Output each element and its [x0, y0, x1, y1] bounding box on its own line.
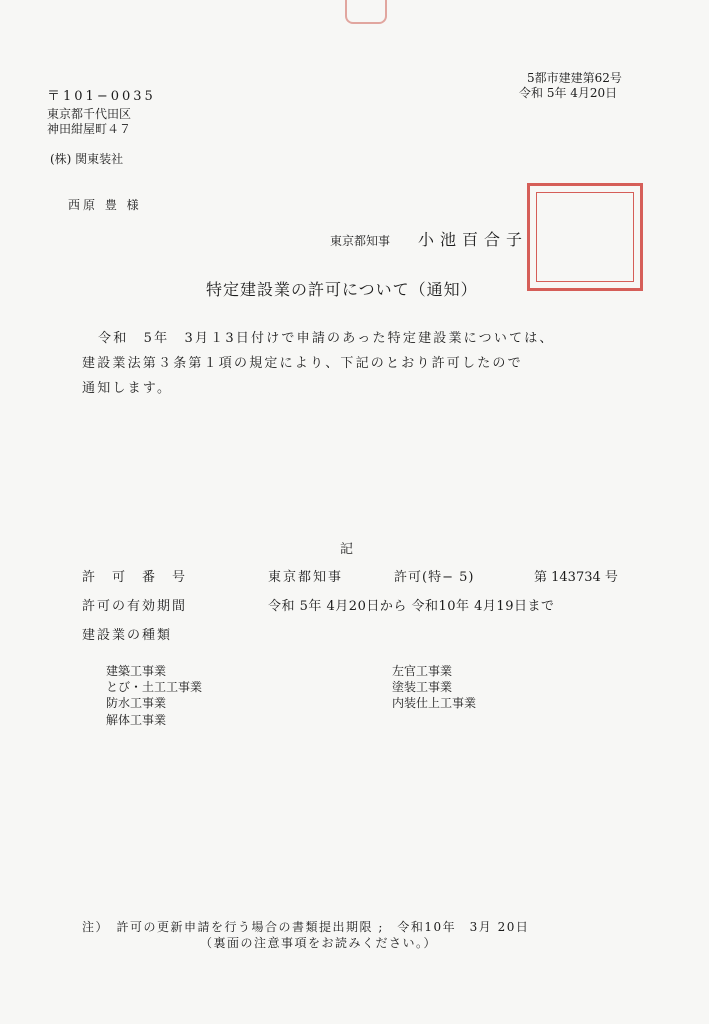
address-line1: 東京都千代田区: [47, 107, 132, 121]
construction-type-right-2: 塗装工事業: [392, 680, 453, 694]
construction-type-left-4: 解体工事業: [106, 713, 167, 727]
official-seal-border: [536, 192, 634, 282]
subject-title: 特定建設業の許可について（通知）: [206, 280, 478, 299]
permit-period-value: 令和 5年 4月20日から 令和10年 4月19日まで: [268, 599, 555, 614]
recipient-name: 西原 豊 様: [68, 198, 142, 212]
address-line2: 神田紺屋町４７: [47, 122, 132, 136]
postal-code: 〒101−0035: [47, 89, 156, 104]
permit-number-authority: 東京都知事: [268, 570, 344, 585]
permit-period-label: 許可の有効期間: [82, 599, 188, 614]
ki-heading: 記: [340, 542, 354, 557]
document-number: 5都市建建第62号: [527, 71, 622, 85]
issue-date: 令和 5年 4月20日: [519, 86, 618, 100]
construction-type-right-3: 内装仕上工事業: [392, 696, 477, 710]
official-seal-stamp: [527, 183, 643, 291]
note-line1: 注） 許可の更新申請を行う場合の書類提出期限 ; 令和10年 3月 20日: [82, 920, 530, 934]
construction-type-right-1: 左官工事業: [392, 664, 453, 678]
body-line2: 建設業法第３条第１項の規定により、下記のとおり許可したので: [82, 356, 523, 371]
recipient-company: (株) 関東装社: [50, 152, 124, 166]
permit-number-label: 許 可 番 号: [82, 570, 188, 585]
issuer-name: 小池百合子: [418, 230, 529, 249]
construction-type-left-1: 建築工事業: [106, 664, 167, 678]
construction-types-label: 建設業の種類: [82, 628, 173, 643]
issuer-title: 東京都知事: [330, 234, 391, 248]
construction-type-left-3: 防水工事業: [106, 696, 167, 710]
body-line1: 令和 5年 3月１3日付けで申請のあった特定建設業については、: [98, 331, 555, 346]
body-line3: 通知します。: [82, 381, 173, 396]
construction-type-left-2: とび・土工工事業: [106, 680, 203, 694]
permit-number-type: 許可(特− 5): [394, 570, 475, 585]
top-seal-stamp: [345, 0, 387, 24]
permit-number-no: 第 143734 号: [534, 570, 618, 585]
note-line2: （裏面の注意事項をお読みください。）: [200, 936, 438, 950]
